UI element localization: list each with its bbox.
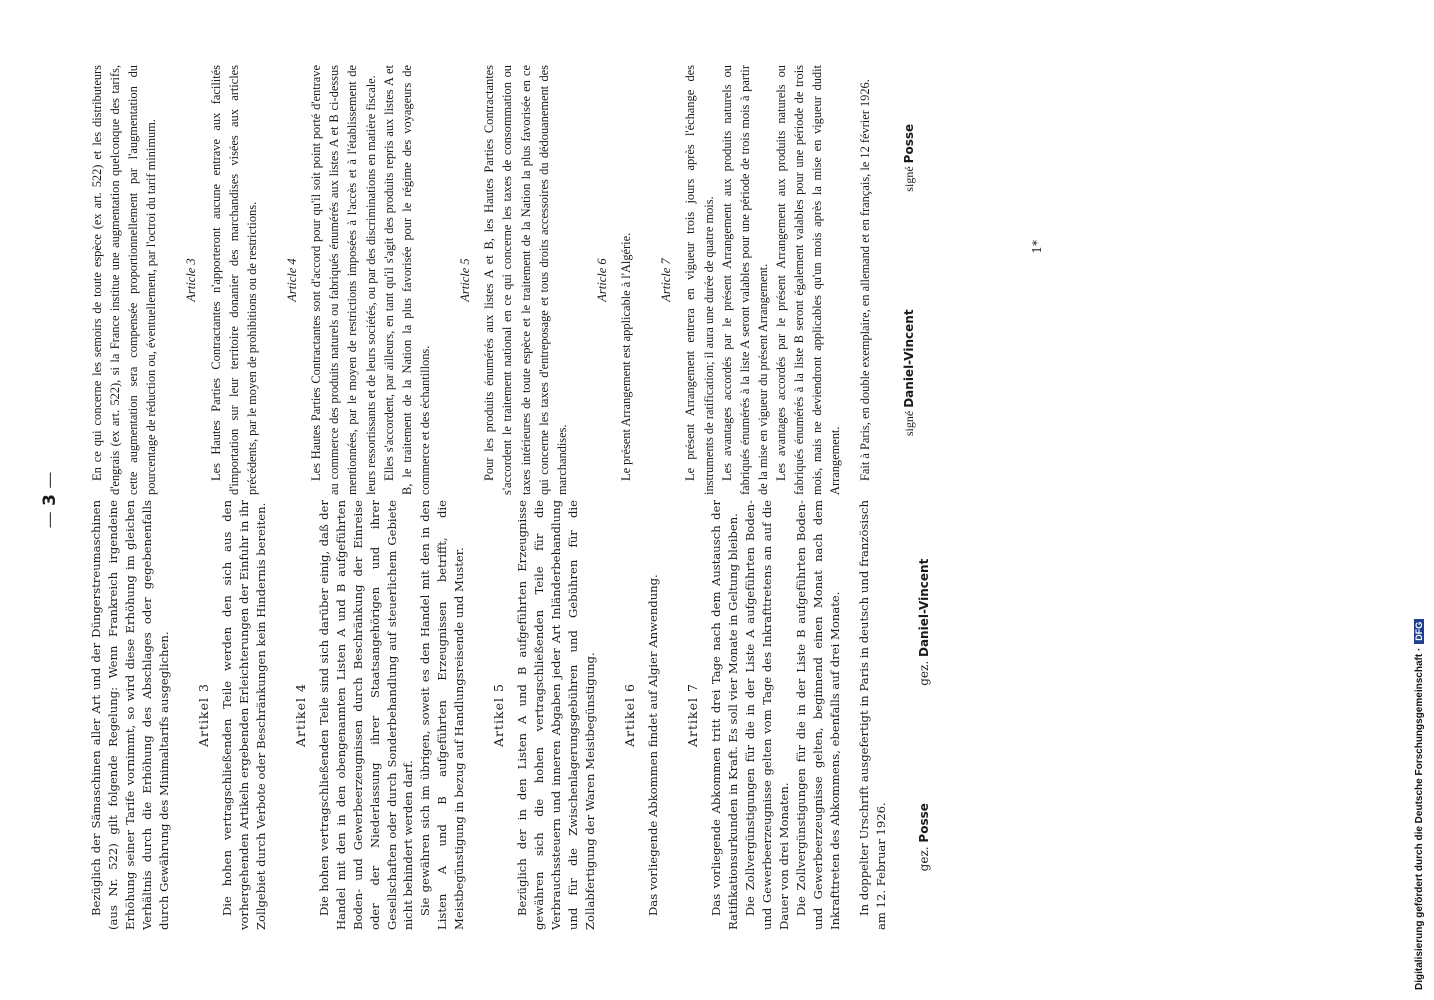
french-article-3-heading: Article 3: [184, 258, 199, 302]
french-intro: En ce qui concerne les semoirs de toute espèce (ex art. 522) et les distributeurs d'engrais (ex art. 522), si la France institue une augmentation quelconque des tarifs, cette augmentation sera compensée proportionnellement par l'augmentation du pourcentage de réduction ou, éventuellement, par l'octroi du tarif minimum.: [90, 65, 159, 495]
german-signatures: [916, 500, 934, 930]
dfg-logo: DFG: [1414, 619, 1424, 644]
french-article-5-text: Pour les produits énumérés aux listes A et B, les Hautes Parties Contractantes s'accordent le traitement national en ce qui concerne les taxes de consommation ou taxes intérieures de toute espèce et le traitement de la Nation la plus favorisée en ce qui concerne les taxes d'entreposage et tous droits accessoires du dédouanement des marchandises.: [482, 65, 569, 495]
french-article-7-para-3: Les avantages accordés par le présent Arrangement aux produits naturels ou fabriqués énumérés à la liste B seront également valables pour une période de trois mois, mais ne deviendront applicables qu'un mois après la mise en vigueur dudit Arrangement.: [773, 65, 843, 495]
german-column: [88, 500, 933, 930]
german-article-4-heading: Artikel 4: [292, 683, 308, 747]
french-signature-2: signé Posse: [901, 123, 916, 192]
french-column: [88, 65, 918, 495]
german-article-4-para-1: Die hohen vertragschließenden Teile sind sich darüber einig, daß der Handel mit den in den obengenannten Listen A und B aufgeführten Boden- und Gewerbeerzeugnissen durch Beschränkung der Einreise oder der Niederlassung ihrer Staatsangehörigen und ihrer Gesellschaften oder durch Sonderbehandlung auf steuerlichem Gebiete nicht behindert werden darf.: [316, 500, 416, 930]
german-article-3-text: Die hohen vertragschließenden Teile werden den sich aus den vorhergehenden Artikeln ergebenden Erleichterungen der Einfuhr in ihr Zollgebiet durch Verbote oder Beschränkungen kein Hindernis bereiten.: [219, 500, 268, 930]
german-article-6-text: Das vorliegende Abkommen findet auf Algier Anwendung.: [646, 574, 661, 916]
german-article-7-para-1: Das vorliegende Abkommen tritt drei Tage nach dem Austausch der Ratifikationsurkunden in Kraft. Es soll vier Monate in Geltung bleiben.: [709, 500, 741, 930]
german-article-7-heading: Artikel 7: [685, 683, 701, 747]
german-signature-1: gez. Posse: [916, 803, 931, 872]
french-article-3-text: Les Hautes Parties Contractantes n'apporteront aucune entrave aux facilités d'importation sur leur territoire donanier des marchandises visées aux articles précédents, par le moyen de prohibitions ou de restrictions.: [208, 65, 259, 495]
french-article-6-text: Le présent Arrangement est applicable à l'Algérie.: [619, 232, 634, 481]
german-article-5-text: Bezüglich der in den Listen A und B aufgeführten Erzeugnisse gewähren sich die hohen vertragschließenden Teile für die Verbrauchssteuern und inneren Abgaben jeder Art Inländerbehandlung und für die Zwischenlagerungsgebühren und Gebühren für die Zollabfertigung der Waren Meistbegünstigung.: [515, 500, 598, 930]
german-article-7-para-2: Die Zollvergünstigungen für die in der Liste A aufgeführten Boden- und Gewerbeerzeugnisse gelten vom Tage des Inkrafttretens an auf die Dauer von drei Monaten.: [743, 500, 792, 930]
credit-text: Digitalisierung gefördert durch die Deutsche Forschungsgemeinschaft ·: [1414, 647, 1425, 990]
german-intro: Bezüglich der Sämaschinen aller Art und der Düngerstreumaschinen (aus Nr. 522) gilt folgende Regelung: Wenn Frankreich irgendeine Erhöhung seiner Tarife vornimmt, so wird diese Erhöhung im gleichen Verhältnis durch die Erhöhung des Abschlages oder gegebenenfalls durch Gewährung des Minimaltarifs ausgeglichen.: [89, 500, 171, 930]
french-article-7-para-1: Le présent Arrangement entrera en vigueur trois jours après l'échange des instruments de ratification; il aura une durée de quatre mois.: [683, 65, 716, 495]
french-article-4-para-1: Les Hautes Parties Contractantes sont d'accord pour qu'il soit point porté d'entrave au commerce des produits naturels ou fabriqués énumérés aux listes A et B ci-dessus mentionnées, par le moyen de restrictions imposées à l'accès et à l'établissement de leurs ressortissants et de leurs sociétés, ou par des discriminations en matière fiscale.: [309, 65, 378, 495]
german-article-4-para-2: Sie gewähren sich im übrigen, soweit es den Handel mit den in den Listen A und B aufgeführten Erzeugnissen betrifft, die Meistbegünstigung in bezug auf Handlungsreisende und Muster.: [418, 500, 467, 930]
sheet-mark: 1*: [1030, 240, 1044, 254]
page-header: — 3 —: [40, 471, 60, 529]
german-article-5-heading: Artikel 5: [491, 683, 507, 747]
digitization-credit: [1410, 0, 1434, 1000]
french-article-7-heading: Article 7: [659, 258, 674, 302]
french-article-4-para-2: Elles s'accordent, par ailleurs, en tant qu'il s'agit des produits repris aux listes A et B, le traitement de la Nation la plus favorisée pour le régime des voyageurs de commerce et des échantillons.: [381, 65, 432, 495]
german-article-6-heading: Artikel 6: [622, 683, 638, 747]
french-article-5-heading: Article 5: [458, 258, 473, 302]
french-signatures: [901, 65, 919, 495]
german-signature-2: gez. Daniel-Vincent: [916, 558, 931, 686]
page-number: 3: [40, 494, 60, 506]
french-article-4-heading: Article 4: [285, 258, 300, 302]
french-article-6-heading: Article 6: [594, 258, 609, 302]
french-article-7-para-2: Les avantages accordés par le présent Arrangement aux produits naturels ou fabriqués énumérés à la liste A seront valables pour une période de trois mois à partir de la mise en vigueur du présent Arrangement.: [719, 65, 770, 495]
german-article-3-heading: Artikel 3: [195, 683, 211, 747]
french-signature-1: signé Daniel-Vincent: [901, 309, 916, 437]
french-place-date: Fait à Paris, en double exemplaire, en allemand et en français, le 12 février 1926.: [858, 79, 873, 481]
german-article-7-para-3: Die Zollvergünstigungen für die in der Liste B aufgeführten Boden- und Gewerbeerzeugnisse gelten, beginnend einen Monat nach dem Inkrafttreten des Abkommens, ebenfalls auf drei Monate.: [794, 500, 842, 930]
german-place-date: In doppelter Urschrift ausgefertigt in Paris in deutsch und französisch am 12. Februar 1926.: [856, 500, 888, 930]
